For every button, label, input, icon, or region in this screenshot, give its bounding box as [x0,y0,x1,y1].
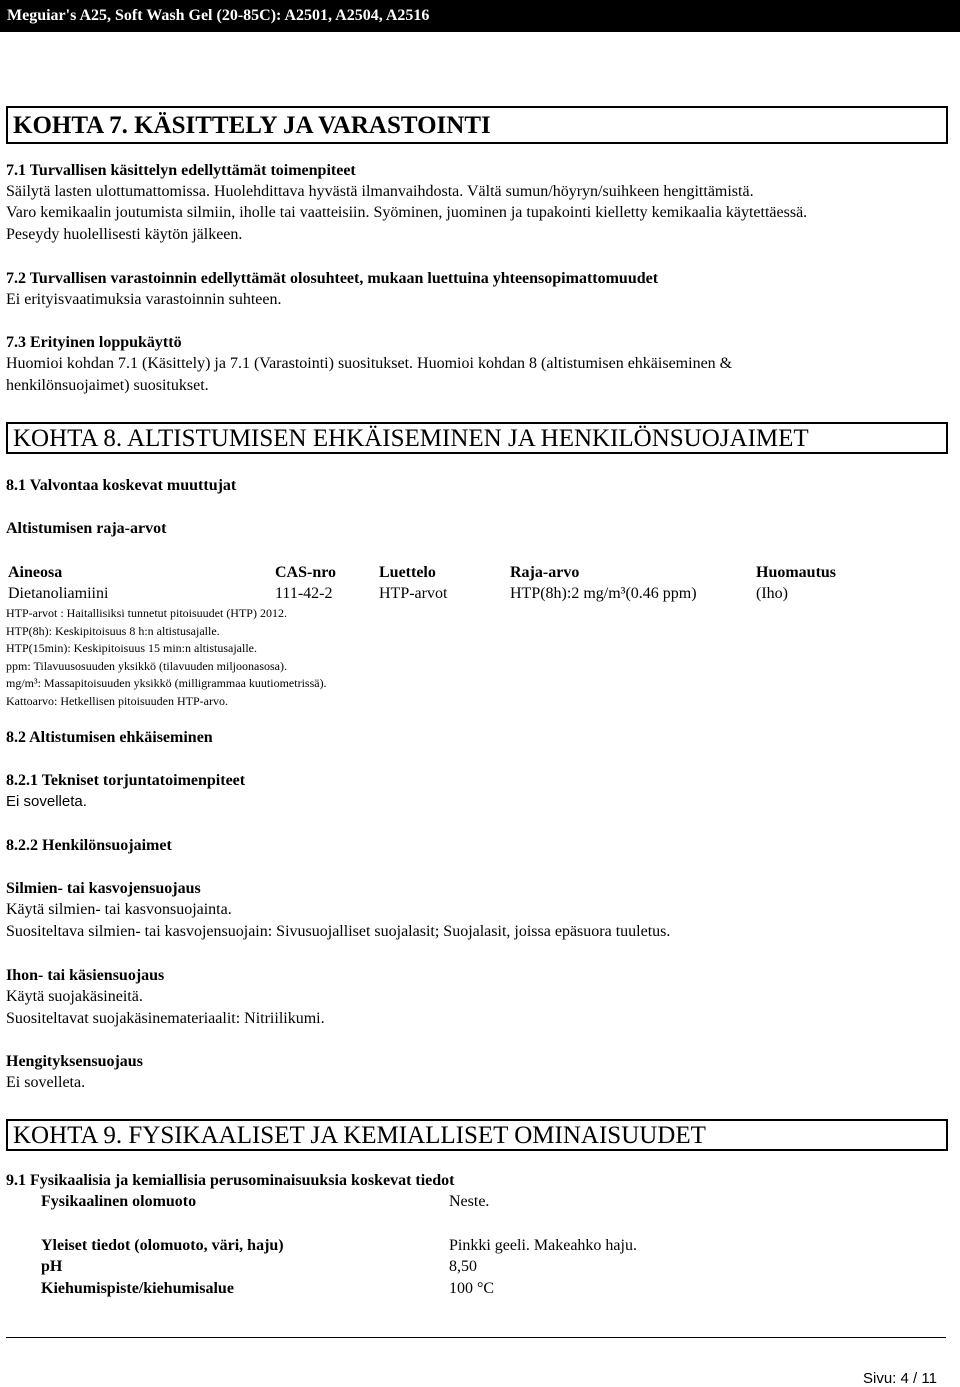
col-header-luettelo: Luettelo [379,564,436,581]
cell-luettelo: HTP-arvot [379,585,448,602]
s73-heading: 7.3 Erityinen loppukäyttö [6,334,182,351]
col-header-cas: CAS-nro [275,564,337,581]
prop-value-olomuoto: Neste. [449,1193,490,1210]
s71-heading: 7.1 Turvallisen käsittelyn edellyttämät toimenpiteet [6,162,356,179]
prop-label-kiehumispiste: Kiehumispiste/kiehumisalue [41,1280,234,1297]
resp-heading: Hengityksensuojaus [6,1053,143,1070]
document-header: Meguiar's A25, Soft Wash Gel (20-85C): A2501, A2504, A2516 [0,0,960,32]
note-5: mg/m³: Massapitoisuuden yksikkö (milligrammaa kuutiometrissä). [6,676,327,690]
s72-text: Ei erityisvaatimuksia varastoinnin suhteen. [6,291,282,308]
col-header-huomautus: Huomautus [756,564,837,581]
section-8-title: KOHTA 8. ALTISTUMISEN EHKÄISEMINEN JA HENKILÖNSUOJAIMET [6,422,948,454]
s71-line-1: Säilytä lasten ulottumattomissa. Huolehdittava hyvästä ilmanvaihdosta. Vältä sumun/höyryn/suihkeen hengittämistä. [6,183,754,200]
note-3: HTP(15min): Keskipitoisuus 15 min:n altistusajalle. [6,641,257,655]
s91-heading: 9.1 Fysikaalisia ja kemiallisia perusominaisuuksia koskevat tiedot [6,1172,455,1189]
s71-line-2: Varo kemikaalin joutumista silmiin, iholle tai vaatteisiin. Syöminen, juominen ja tupakointi kielletty kemikaalia käytettäessä. [6,204,808,221]
eye-line-2: Suositeltava silmien- tai kasvojensuojain: Sivusuojalliset suojalasit; Suojalasit, joissa epäsuora tuuletus. [6,923,671,940]
col-header-raja-arvo: Raja-arvo [510,564,580,581]
prop-label-olomuoto: Fysikaalinen olomuoto [41,1193,197,1210]
skin-line-1: Käytä suojakäsineitä. [6,988,143,1005]
s72-heading: 7.2 Turvallisen varastoinnin edellyttämät olosuhteet, mukaan luettuina yhteensopimattomuudet [6,270,659,287]
limits-heading: Altistumisen raja-arvot [6,520,167,537]
section-7-title: KOHTA 7. KÄSITTELY JA VARASTOINTI [6,106,948,144]
cell-raja-arvo: HTP(8h):2 mg/m³(0.46 ppm) [510,585,697,602]
skin-heading: Ihon- tai käsiensuojaus [6,967,165,984]
note-6: Kattoarvo: Hetkellisen pitoisuuden HTP-arvo. [6,694,228,708]
prop-label-yleiset: Yleiset tiedot (olomuoto, väri, haju) [41,1237,284,1254]
prop-value-ph: 8,50 [449,1258,477,1275]
s81-heading: 8.1 Valvontaa koskevat muuttujat [6,477,237,494]
cell-huomautus: (Iho) [756,585,788,602]
s73-line-2: henkilönsuojaimet) suositukset. [6,377,209,394]
s821-text: Ei sovelleta. [6,793,87,810]
cell-aineosa: Dietanoliamiini [8,585,109,602]
cell-cas: 111-42-2 [275,585,333,602]
page-number: Sivu: 4 / 11 [863,1370,937,1387]
prop-value-yleiset: Pinkki geeli. Makeahko haju. [449,1237,637,1254]
resp-text: Ei sovelleta. [6,1074,86,1091]
s821-heading: 8.2.1 Tekniset torjuntatoimenpiteet [6,772,246,789]
col-header-aineosa: Aineosa [8,564,63,581]
s822-heading: 8.2.2 Henkilönsuojaimet [6,837,172,854]
eye-line-1: Käytä silmien- tai kasvonsuojainta. [6,901,232,918]
note-2: HTP(8h): Keskipitoisuus 8 h:n altistusajalle. [6,624,220,638]
s73-line-1: Huomioi kohdan 7.1 (Käsittely) ja 7.1 (Varastointi) suositukset. Huomioi kohdan 8 (altistumisen ehkäiseminen & [6,355,733,372]
note-4: ppm: Tilavuusosuuden yksikkö (tilavuuden miljoonasosa). [6,659,287,673]
eye-heading: Silmien- tai kasvojensuojaus [6,880,201,897]
note-1: HTP-arvot : Haitallisiksi tunnetut pitoisuudet (HTP) 2012. [6,606,287,620]
footer-divider [6,1337,946,1338]
s71-line-3: Peseydy huolellisesti käytön jälkeen. [6,226,243,243]
prop-value-kiehumispiste: 100 °C [449,1280,495,1297]
skin-line-2: Suositeltavat suojakäsinemateriaalit: Nitriilikumi. [6,1010,325,1027]
prop-label-ph: pH [41,1258,63,1275]
s82-heading: 8.2 Altistumisen ehkäiseminen [6,729,213,746]
section-9-title: KOHTA 9. FYSIKAALISET JA KEMIALLISET OMINAISUUDET [6,1119,948,1151]
